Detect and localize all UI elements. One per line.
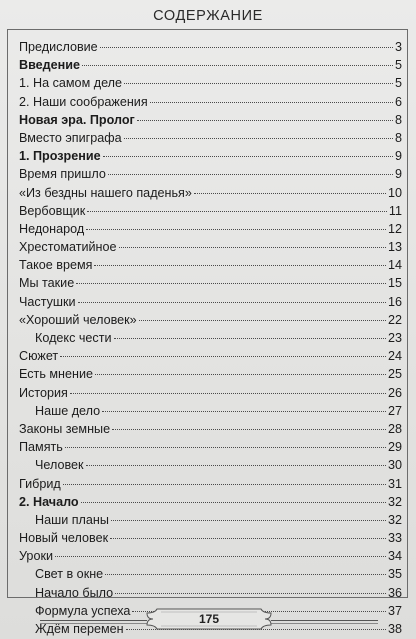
toc-entry-title: Законы земные: [19, 421, 111, 436]
toc-entry-page: 33: [387, 531, 402, 546]
dot-leader: [124, 138, 393, 139]
toc-entry-title: Ждём перемен: [35, 622, 124, 636]
dot-leader: [139, 320, 386, 321]
dot-leader: [119, 247, 386, 248]
dot-leader: [115, 593, 386, 594]
toc-entry-page: 8: [394, 112, 402, 127]
dot-leader: [112, 429, 386, 430]
toc-entry-page: 36: [387, 585, 402, 600]
dot-leader: [76, 283, 386, 284]
toc-entry-title: Новая эра. Пролог: [19, 112, 135, 127]
toc-entry-page: 31: [387, 476, 402, 491]
table-of-contents: [19, 40, 402, 639]
toc-entry: [19, 40, 402, 58]
toc-entry: [19, 186, 402, 204]
dot-leader: [82, 65, 393, 66]
toc-entry-title: «Хороший человек»: [19, 312, 137, 327]
dot-leader: [86, 465, 386, 466]
toc-entry-page: 11: [388, 203, 402, 218]
toc-entry: [19, 331, 402, 349]
dot-leader: [70, 393, 386, 394]
toc-entry-title: 2. Начало: [19, 494, 79, 509]
toc-entry-title: Гибрид: [19, 476, 61, 491]
dot-leader: [102, 411, 386, 412]
dot-leader: [55, 556, 386, 557]
dot-leader: [108, 174, 393, 175]
toc-entry-page: 24: [387, 349, 402, 364]
toc-entry-page: 5: [394, 58, 402, 73]
toc-entry: [19, 313, 402, 331]
toc-entry-title: Введение: [19, 58, 81, 73]
toc-entry-title: Память: [19, 440, 63, 455]
toc-entry: [19, 477, 402, 495]
toc-entry-page: 14: [387, 258, 402, 273]
toc-entry-page: 15: [387, 276, 402, 291]
dot-leader: [81, 502, 386, 503]
toc-entry-title: Человек: [35, 458, 84, 473]
toc-entry: [19, 404, 402, 422]
toc-entry: [19, 149, 402, 167]
dot-leader: [94, 265, 386, 266]
toc-entry-title: История: [19, 385, 68, 400]
toc-entry: [19, 131, 402, 149]
toc-entry-title: Мы такие: [19, 276, 75, 291]
toc-entry-title: Такое время: [19, 258, 93, 273]
toc-entry-page: 26: [387, 385, 402, 400]
toc-entry-page: 25: [387, 367, 402, 382]
dot-leader: [137, 120, 393, 121]
toc-entry-page: 32: [387, 512, 402, 527]
toc-entry-page: 13: [387, 240, 402, 255]
toc-entry-title: Есть мнение: [19, 367, 93, 382]
toc-entry-page: 27: [387, 403, 402, 418]
toc-entry-page: 3: [394, 40, 402, 54]
toc-entry-title: Кодекс чести: [35, 331, 112, 345]
toc-entry: [19, 440, 402, 458]
toc-entry-page: 35: [387, 567, 402, 582]
toc-entry-page: 10: [387, 185, 402, 200]
dot-leader: [100, 47, 393, 48]
toc-entry-page: 22: [387, 312, 402, 327]
page-number: 175: [198, 612, 220, 626]
toc-entry-page: 9: [394, 149, 402, 164]
dot-leader: [87, 211, 387, 212]
dot-leader: [111, 520, 386, 521]
toc-entry-page: 29: [387, 440, 402, 455]
toc-entry-title: Вербовщик: [19, 203, 86, 218]
footer-rule-left: [40, 620, 147, 621]
toc-entry-title: Время пришло: [19, 167, 106, 182]
toc-entry-page: 28: [387, 421, 402, 436]
toc-entry-page: 30: [387, 458, 402, 473]
toc-entry: [19, 276, 402, 294]
toc-entry-title: Начало было: [35, 585, 114, 600]
toc-entry-page: 32: [387, 494, 402, 509]
toc-entry: [19, 204, 402, 222]
toc-entry-page: 9: [394, 167, 402, 182]
toc-entry-title: Наши планы: [35, 512, 109, 527]
dot-leader: [65, 447, 386, 448]
dot-leader: [114, 338, 386, 339]
toc-entry-page: 37: [387, 603, 402, 618]
toc-entry-title: Уроки: [19, 549, 53, 564]
footer-rule-right: [271, 620, 378, 621]
toc-entry-title: Свет в окне: [35, 567, 104, 582]
dot-leader: [78, 302, 386, 303]
toc-entry-title: Формула успеха: [35, 603, 131, 618]
toc-entry: [19, 513, 402, 531]
toc-entry-title: 1. Прозрение: [19, 149, 101, 164]
dot-leader: [105, 574, 386, 575]
dot-leader: [86, 229, 386, 230]
toc-entry-page: 6: [394, 94, 402, 109]
toc-entry-title: Частушки: [19, 294, 76, 309]
dot-leader: [63, 484, 386, 485]
toc-entry: [19, 349, 402, 367]
toc-entry-title: Предисловие: [19, 40, 98, 54]
toc-entry-page: 12: [387, 221, 402, 236]
toc-entry-title: 2. Наши соображения: [19, 94, 148, 109]
toc-entry-title: Наше дело: [35, 403, 101, 418]
toc-entry: [19, 295, 402, 313]
dot-leader: [150, 102, 393, 103]
toc-entry-title: Сюжет: [19, 349, 59, 364]
toc-entry: [19, 240, 402, 258]
dot-leader: [110, 538, 386, 539]
toc-entry: [19, 531, 402, 549]
toc-entry: [19, 458, 402, 476]
toc-entry-page: 8: [394, 130, 402, 145]
page-title: СОДЕРЖАНИЕ: [153, 8, 263, 24]
dot-leader: [95, 374, 386, 375]
toc-entry: [19, 222, 402, 240]
toc-entry-title: 1. На самом деле: [19, 76, 123, 91]
toc-entry-page: 16: [387, 294, 402, 309]
dot-leader: [124, 83, 393, 84]
toc-entry-title: Хрестоматийное: [19, 240, 117, 255]
toc-entry-title: Недонарод: [19, 221, 85, 236]
toc-entry-title: «Из бездны нашего паденья»: [19, 185, 192, 200]
toc-entry: [19, 113, 402, 131]
toc-entry-title: Вместо эпиграфа: [19, 130, 122, 145]
dot-leader: [60, 356, 386, 357]
dot-leader: [194, 193, 386, 194]
toc-entry: [19, 422, 402, 440]
toc-entry-page: 38: [387, 622, 402, 636]
toc-entry: [19, 167, 402, 185]
toc-entry: [19, 258, 402, 276]
toc-entry: [19, 549, 402, 567]
toc-entry-title: Новый человек: [19, 531, 109, 546]
toc-entry: [19, 567, 402, 585]
toc-entry: [19, 586, 402, 604]
toc-entry: [19, 386, 402, 404]
toc-entry: [19, 76, 402, 94]
toc-entry-page: 34: [387, 549, 402, 564]
toc-entry-page: 23: [387, 331, 402, 345]
toc-entry-page: 5: [394, 76, 402, 91]
toc-entry: [19, 367, 402, 385]
dot-leader: [103, 156, 393, 157]
toc-entry: [19, 95, 402, 113]
toc-entry: [19, 495, 402, 513]
toc-entry: [19, 58, 402, 76]
